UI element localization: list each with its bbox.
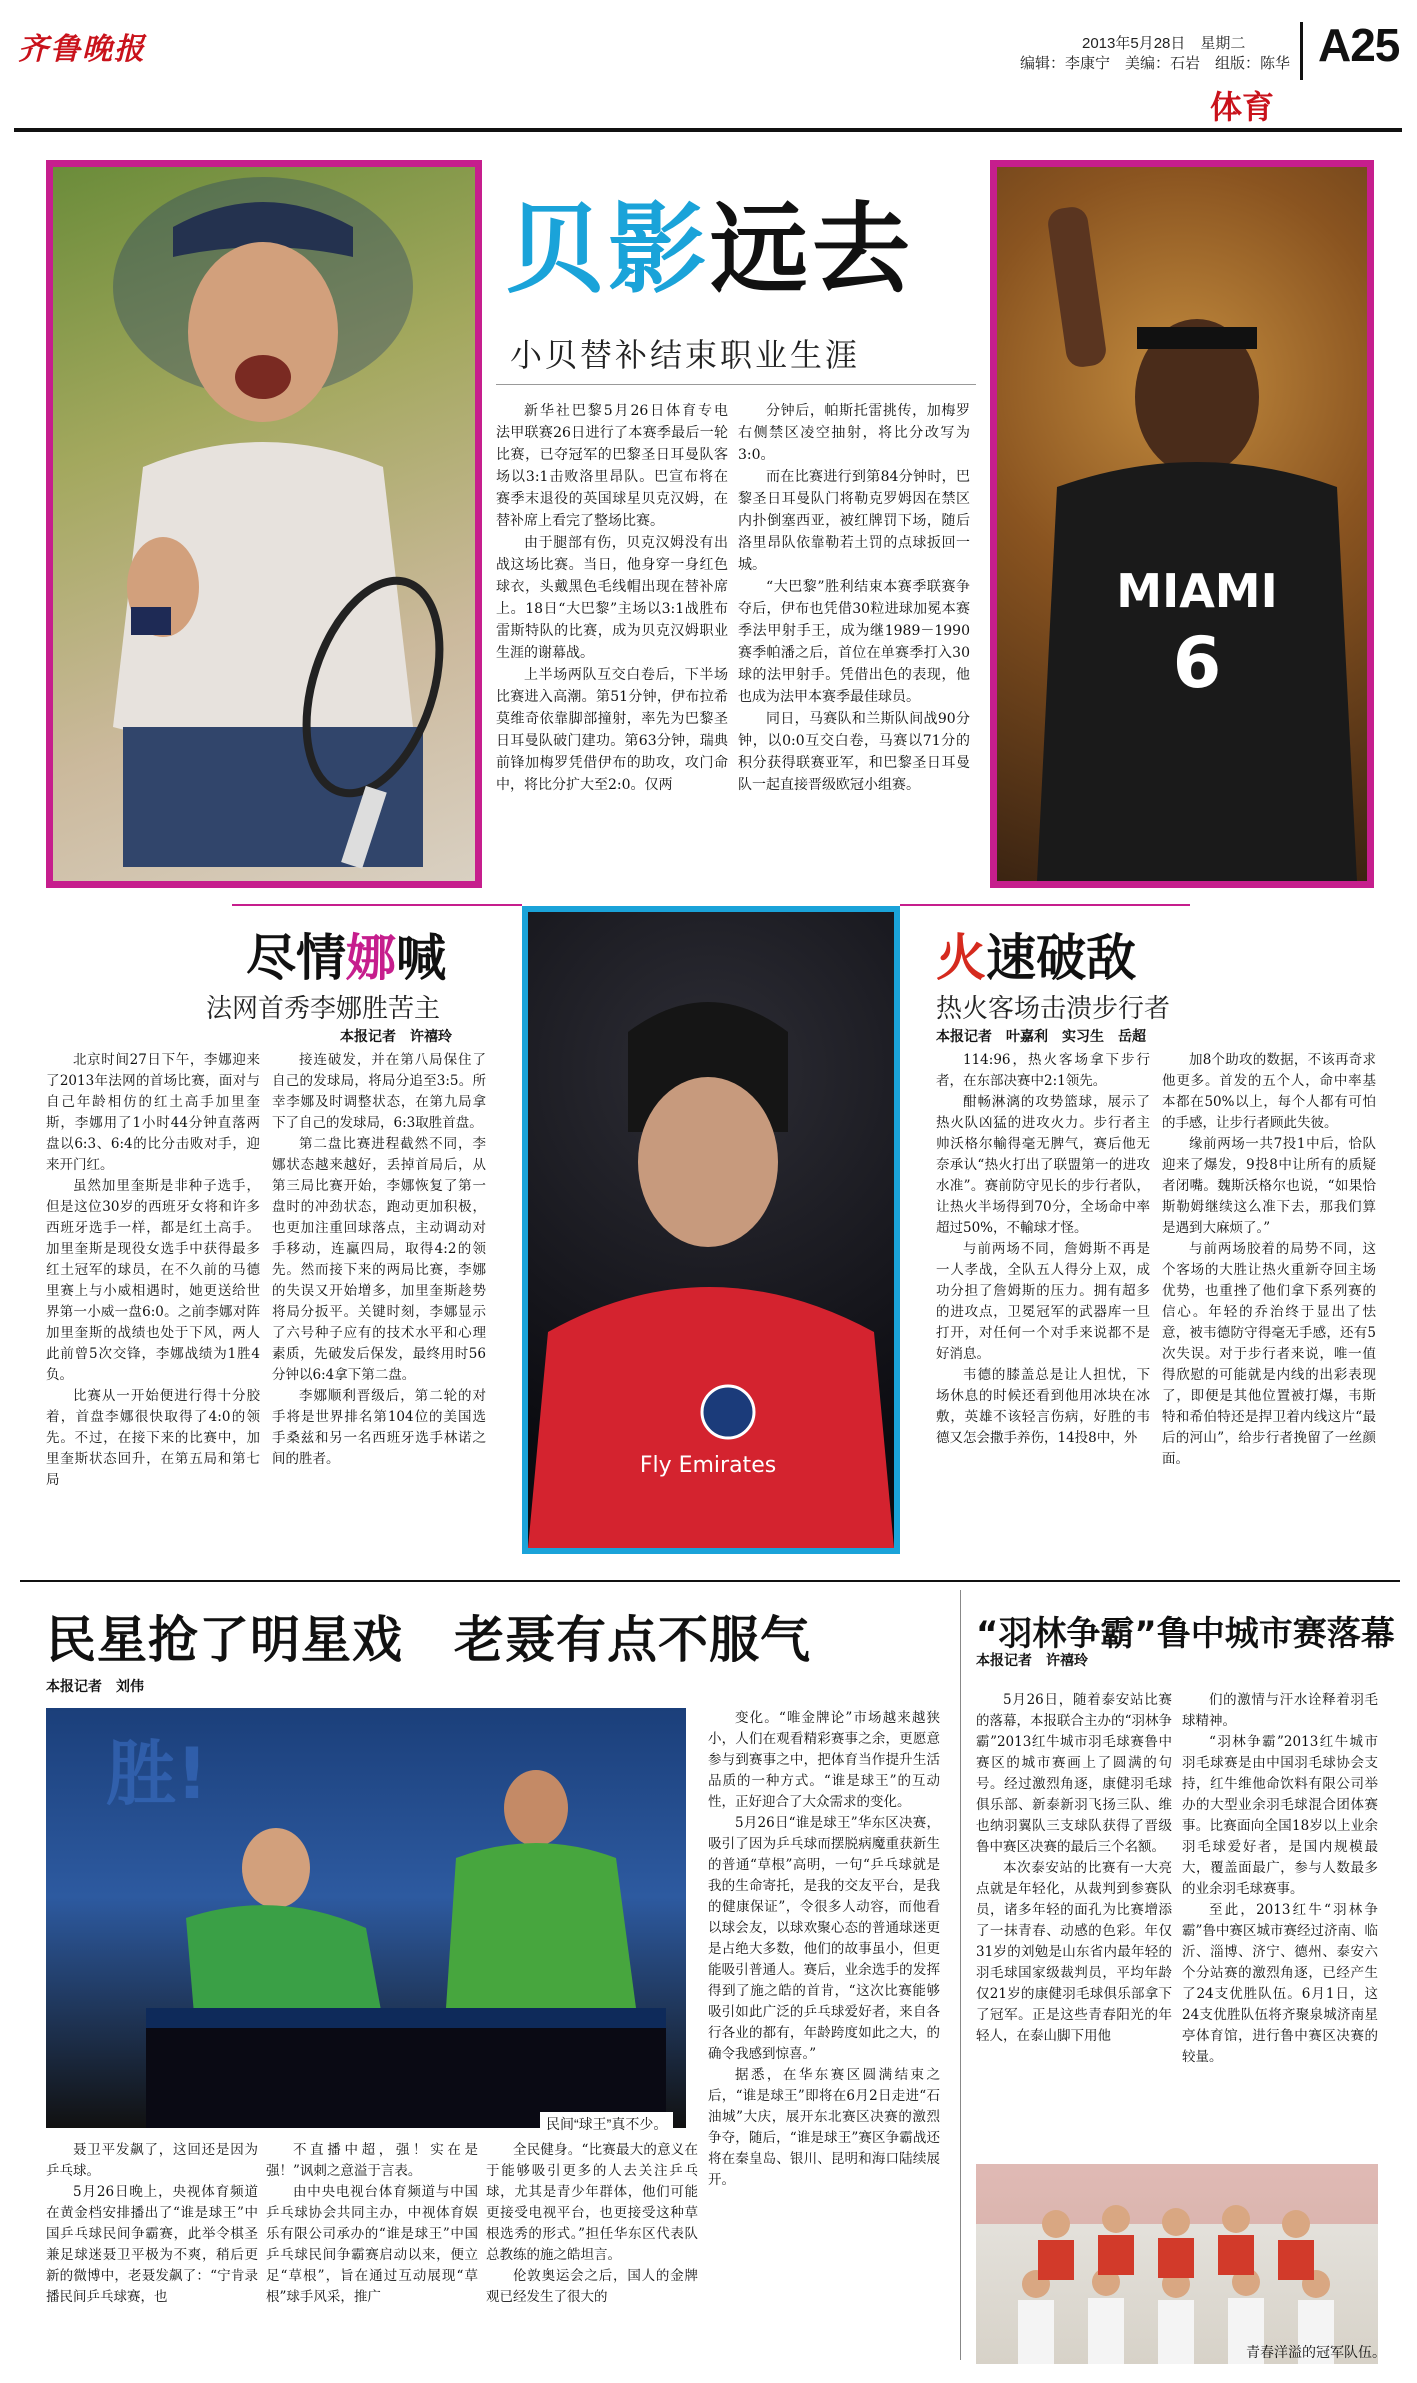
li-na-paragraph: 李娜顺利晋级后，第二轮的对手将是世界排名第104位的美国选手桑兹和另一名西班牙选手林诺之间的胜者。 bbox=[272, 1388, 486, 1467]
lead-paragraph: 新华社巴黎5月26日体育专电 法甲联赛26日进行了本赛季最后一轮比赛，已夺冠军的巴黎圣日耳曼队客场以3:1击败洛里昂队。巴宣布将在赛季末退役的英国球星贝克汉姆，在替补席上看完了整场比赛。 bbox=[496, 403, 742, 529]
li-na-byline: 本报记者 许禧玲 bbox=[340, 1028, 452, 1044]
badminton-paragraph: “羽林争霸”2013红牛城市羽毛球赛是由中国羽毛球协会支持，红牛维他命饮料有限公司举办的大型业余羽毛球混合团体赛事。比赛面向全国18岁以上业余羽毛球爱好者，是国内规模最大，覆盖面最广，参与人数最多的业余羽毛球赛事。 bbox=[1182, 1734, 1378, 1897]
pingpong-paragraph: 伦敦奥运会之后，国人的金牌观已经发生了很大的 bbox=[486, 2268, 698, 2305]
li-na-column-1 bbox=[46, 1050, 260, 1491]
heat-paragraph: 缘前两场一共7投1中后，恰队迎来了爆发，9投8中让所有的质疑者闭嘴。魏斯沃格尔也说，“如果恰斯勒姆继续这么准下去，那我们算是遇到大麻烦了。” bbox=[1162, 1136, 1376, 1236]
heat-paragraph: 加8个助攻的数据，不该再奇求他更多。首发的五个人，命中率基本都在50%以上，每个人都有可怕的手感，让步行者顾此失彼。 bbox=[1162, 1052, 1376, 1131]
lead-paragraph: 上半场两队互交白卷后，下半场比赛进入高潮。第51分钟，伊布拉希莫维奇依靠脚部撞射，率先为巴黎圣日耳曼队破门建功。第63分钟，瑞典前锋加梅罗凭借伊布的助攻，攻门命中，将比分扩大至2:0。仅两 bbox=[496, 667, 728, 793]
badminton-title: “羽林争霸”鲁中城市赛落幕 bbox=[976, 1614, 1395, 1654]
heat-subtitle: 热火客场击溃步行者 bbox=[936, 994, 1171, 1024]
lebron-illustration bbox=[997, 167, 1367, 881]
newspaper-logo: 齐鲁晚报 bbox=[18, 32, 146, 67]
pingpong-column-4 bbox=[708, 1708, 940, 2191]
badminton-paragraph: 5月26日，随着泰安站比赛的落幕，本报联合主办的“羽林争霸”2013红牛城市羽毛球赛鲁中赛区的城市赛画上了圆满的句号。经过激烈角逐，康健羽毛球俱乐部、新泰新羽飞扬三队、维也纳羽翼队三支球队获得了晋级鲁中赛区决赛的最后三个名额。 bbox=[976, 1692, 1172, 1855]
badminton-paragraph: 们的激情与汗水诠释着羽毛球精神。 bbox=[1182, 1692, 1378, 1729]
pingpong-photo bbox=[46, 1708, 686, 2128]
badminton-team-photo bbox=[976, 2164, 1378, 2364]
lead-subtitle: 小贝替补结束职业生涯 bbox=[510, 336, 861, 374]
li-na-paragraph: 第二盘比赛进程截然不同，李娜状态越来越好，丢掉首局后，从第三局比赛开始，李娜恢复了第一盘时的冲劲状态，跑动更加积极，也更加注重回球落点，主动调动对手移动，连赢四局，取得4:2的领先。然而接下来的两局比赛，李娜的失误又开始增多，加里奎斯趁势将局分扳平。关键时刻，李娜显示了六号种子应有的技术水平和心理素质，先破发后保发，最终用时56分钟以6:4拿下第二盘。 bbox=[272, 1136, 486, 1383]
heat-column-2 bbox=[1162, 1050, 1376, 1470]
editors-line: 编辑：李康宁 美编：石岩 组版：陈华 bbox=[1020, 55, 1291, 72]
pingpong-paragraph: 由中央电视台体育频道与中国乒乓球协会共同主办，中视体育娱乐有限公司承办的“谁是球王”中国乒乓球民间争霸赛启动以来，便立足“草根”，旨在通过互动展现“草根”球手风采，推广 bbox=[266, 2184, 478, 2305]
badminton-caption: 青春洋溢的冠军队伍。 bbox=[1246, 2344, 1386, 2360]
pingpong-paragraph: 聂卫平发飙了，这回还是因为乒乓球。 bbox=[46, 2142, 258, 2179]
pingpong-column-1 bbox=[46, 2140, 258, 2308]
banner-text: 胜! bbox=[106, 1733, 208, 1815]
lead-paragraph: “大巴黎”胜利结束本赛季联赛争夺后，伊布也凭借30粒进球加冕本赛季法甲射手王，成为继1989－1990赛季帕潘之后，首位在单赛季打入30球的法甲射手。凭借出色的表现，他也成为法甲本赛季最佳球员。 bbox=[738, 579, 970, 705]
pingpong-paragraph: 5月26日“谁是球王”华东区决赛，吸引了因为乒乓球而摆脱病魔重获新生的普通“草根”高明，一句“乒乓球就是我的生命寄托，是我的交友平台，是我的健康保证”，令很多人动容，而他看以球会友，以球欢聚心态的普通球迷更是占绝大多数，他们的故事虽小，但更能吸引普通人。赛后，业余选手的发挥得到了施之皓的首肯，“这次比赛能够吸引如此广泛的乒乓球爱好者，来自各行各业的都有，年龄跨度如此之大，的确令我感到惊喜。” bbox=[708, 1815, 940, 2062]
heat-title bbox=[936, 918, 1136, 990]
lead-subtitle-rule bbox=[496, 384, 976, 385]
heat-column-1 bbox=[936, 1050, 1150, 1449]
lead-title bbox=[506, 193, 915, 307]
pingpong-paragraph: 变化。“唯金牌论”市场越来越狭小，人们在观看精彩赛事之余，更愿意参与到赛事之中，把体育当作提升生活品质的一种方式。“谁是球王”的互动性，正好迎合了大众需求的变化。 bbox=[708, 1710, 940, 1810]
beckham-frame-left bbox=[232, 904, 522, 906]
li-na-title bbox=[246, 918, 446, 990]
masthead-rule bbox=[14, 128, 1402, 132]
li-na-title-c: 喊 bbox=[396, 929, 446, 987]
li-na-subtitle: 法网首秀李娜胜苦主 bbox=[206, 994, 441, 1024]
masthead-vertical-divider bbox=[1300, 22, 1303, 80]
lead-column-2 bbox=[738, 400, 970, 796]
pingpong-illustration bbox=[46, 1708, 686, 2128]
badminton-column-2 bbox=[1182, 1690, 1378, 2068]
li-na-column-2 bbox=[272, 1050, 486, 1470]
pingpong-byline: 本报记者 刘伟 bbox=[46, 1678, 144, 1694]
lead-paragraph: 同日，马赛队和兰斯队间战90分钟，以0:0互交白卷，马赛以71分的积分获得联赛亚军，和巴黎圣日耳曼队一起直接晋级欧冠小组赛。 bbox=[738, 711, 970, 793]
heat-title-b: 速破敌 bbox=[986, 929, 1136, 987]
psg-sponsor-text: Fly Emirates bbox=[639, 1453, 777, 1478]
beckham-photo bbox=[522, 906, 900, 1554]
lead-title-blue: 贝影 bbox=[506, 193, 711, 307]
beckham-frame-right bbox=[900, 904, 1190, 906]
jersey-team-text: MIAMI bbox=[1116, 564, 1278, 618]
lead-paragraph: 由于腿部有伤，贝克汉姆没有出战这场比赛。当日，他身穿一身红色球衣，头戴黑色毛线帽出现在替补席上。18日“大巴黎”主场以3:1战胜布雷斯特队的比赛，成为贝克汉姆职业生涯的谢幕战。 bbox=[496, 535, 728, 661]
pingpong-paragraph: 5月26日晚上，央视体育频道在黄金档安排播出了“谁是球王”中国乒乓球民间争霸赛，此举令棋圣兼足球迷聂卫平极为不爽，稍后更新的微博中，老聂发飙了：“宁肯录播民间乒乓球赛，也 bbox=[46, 2184, 258, 2305]
section-divider bbox=[20, 1580, 1400, 1582]
heat-paragraph: 与前两场不同，詹姆斯不再是一人孝战，全队五人得分上双，成功分担了詹姆斯的压力。拥有超多的进攻点，卫冕冠军的武器库一旦打开，对任何一个对手来说都不是好消息。 bbox=[936, 1241, 1150, 1362]
li-na-illustration bbox=[53, 167, 475, 881]
badminton-column-1 bbox=[976, 1690, 1172, 2047]
heat-byline: 本报记者 叶嘉利 实习生 岳超 bbox=[936, 1028, 1146, 1044]
badminton-paragraph: 本次泰安站的比赛有一大亮点就是年轻化，从裁判到参赛队员，诸多年轻的面孔为比赛增添了一抹青春、动感的色彩。年仅31岁的刘勉是山东省内最年轻的羽毛球国家级裁判员，平均年龄仅21岁的康健羽毛球俱乐部拿下了冠军。正是这些青春阳光的年轻人，在泰山脚下用他 bbox=[976, 1860, 1172, 2044]
li-na-paragraph: 接连破发，并在第八局保住了自己的发球局，将局分追至3:5。所幸李娜及时调整状态，在第九局拿下了自己的发球局，6:3取胜首盘。 bbox=[272, 1052, 486, 1131]
li-na-title-b: 娜 bbox=[346, 929, 396, 987]
column-divider bbox=[960, 1590, 961, 2360]
page-number: A25 bbox=[1318, 19, 1400, 71]
lead-paragraph: 分钟后，帕斯托雷挑传，加梅罗右侧禁区凌空抽射，将比分改写为3:0。 bbox=[738, 403, 970, 463]
pingpong-title: 民星抢了明星戏 老聂有点不服气 bbox=[46, 1611, 811, 1669]
lebron-photo bbox=[990, 160, 1374, 888]
pingpong-paragraph: 不直播中超，强！实在是强！”讽刺之意溢于言表。 bbox=[266, 2142, 478, 2179]
badminton-team-illustration bbox=[976, 2164, 1378, 2364]
heat-paragraph: 114:96，热火客场拿下步行者，在东部决赛中2:1领先。 bbox=[936, 1052, 1150, 1089]
li-na-paragraph: 北京时间27日下午，李娜迎来了2013年法网的首场比赛，面对与自己年龄相仿的红土高手加里奎斯，李娜用了1小时44分钟直落两盘以6:3、6:4的比分击败对手，迎来开门红。 bbox=[46, 1052, 260, 1173]
lead-title-black: 远去 bbox=[710, 193, 915, 307]
pingpong-column-3 bbox=[486, 2140, 698, 2308]
badminton-paragraph: 至此，2013红牛“羽林争霸”鲁中赛区城市赛经过济南、临沂、淄博、济宁、德州、泰安六个分站赛的激烈角逐，已经产生了24支优胜队伍。6月1日，这24支优胜队伍将齐聚泉城济南星亭体育馆，进行鲁中赛区决赛的较量。 bbox=[1182, 1902, 1378, 2065]
pingpong-caption: 民间“球王”真不少。 bbox=[540, 2112, 673, 2136]
section-name: 体育 bbox=[1210, 88, 1275, 126]
li-na-paragraph: 比赛从一开始便进行得十分胶着，首盘李娜很快取得了4:0的领先。不过，在接下来的比赛中，加里奎斯状态回升，在第五局和第七局 bbox=[46, 1388, 260, 1488]
lead-paragraph: 而在比赛进行到第84分钟时，巴黎圣日耳曼队门将勒克罗姆因在禁区内扑倒塞西亚，被红牌罚下场，随后洛里昂队依靠勒若土罚的点球扳回一城。 bbox=[738, 469, 970, 573]
beckham-illustration bbox=[528, 912, 894, 1548]
jersey-number-text: 6 bbox=[1172, 622, 1222, 704]
heat-paragraph: 酣畅淋漓的攻势篮球，展示了热火队凶猛的进攻火力。步行者主帅沃格尔輸得毫无脾气，赛后他无奈承认“热火打出了联盟第一的进攻水准”。赛前防守见长的步行者队，让热火半场得到70分，全场命中率超过50%，不輸球才怪。 bbox=[936, 1094, 1150, 1236]
pingpong-paragraph: 据悉，在华东赛区圆满结束之后，“谁是球王”即将在6月2日走进“石油城”大庆，展开东北赛区决赛的激烈争夺，随后，“谁是球王”赛区争霸战还将在秦皇岛、银川、昆明和海口陆续展开。 bbox=[708, 2067, 940, 2188]
heat-paragraph: 与前两场胶着的局势不同，这个客场的大胜让热火重新夺回主场优势，也重挫了他们拿下系列赛的信心。年轻的乔治终于显出了怯意，被韦德防守得毫无手感，还有5次失误。对于步行者来说，唯一值得欣慰的可能就是内线的出彩表现了，即便是其他位置被打爆，韦斯特和希伯特还是捍卫着内线这片“最后的河山”，给步行者挽留了一丝颜面。 bbox=[1162, 1241, 1376, 1467]
pingpong-paragraph: 全民健身。“比赛最大的意义在于能够吸引更多的人去关注乒乓球，尤其是青少年群体，他们可能更接受电视平台，也更接受这种草根选秀的形式。”担任华东区代表队总教练的施之皓坦言。 bbox=[486, 2142, 698, 2263]
li-na-paragraph: 虽然加里奎斯是非种子选手，但是这位30岁的西班牙女将和许多西班牙选手一样，都是红土高手。加里奎斯是现役女选手中获得最多红土冠军的球员，在不久前的马德里赛上与小威相遇时，她更送给世界第一小威一盘6:0。之前李娜对阵加里奎斯的战绩也处于下风，两人此前曾5次交锋，李娜战绩为1胜4负。 bbox=[46, 1178, 260, 1383]
li-na-photo bbox=[46, 160, 482, 888]
badminton-byline: 本报记者 许禧玲 bbox=[976, 1652, 1088, 1668]
lead-column-1 bbox=[496, 400, 742, 796]
heat-paragraph: 韦德的膝盖总是让人担忧，下场休息的时候还看到他用冰块在冰敷，英雄不该轻言伤病，好胜的韦德又怎会撒手养伤，14投8中，外 bbox=[936, 1367, 1150, 1446]
li-na-title-a: 尽情 bbox=[246, 929, 346, 987]
heat-title-a: 火 bbox=[936, 929, 986, 987]
date-line: 2013年5月28日 星期二 bbox=[1082, 35, 1246, 52]
pingpong-column-2 bbox=[266, 2140, 478, 2308]
